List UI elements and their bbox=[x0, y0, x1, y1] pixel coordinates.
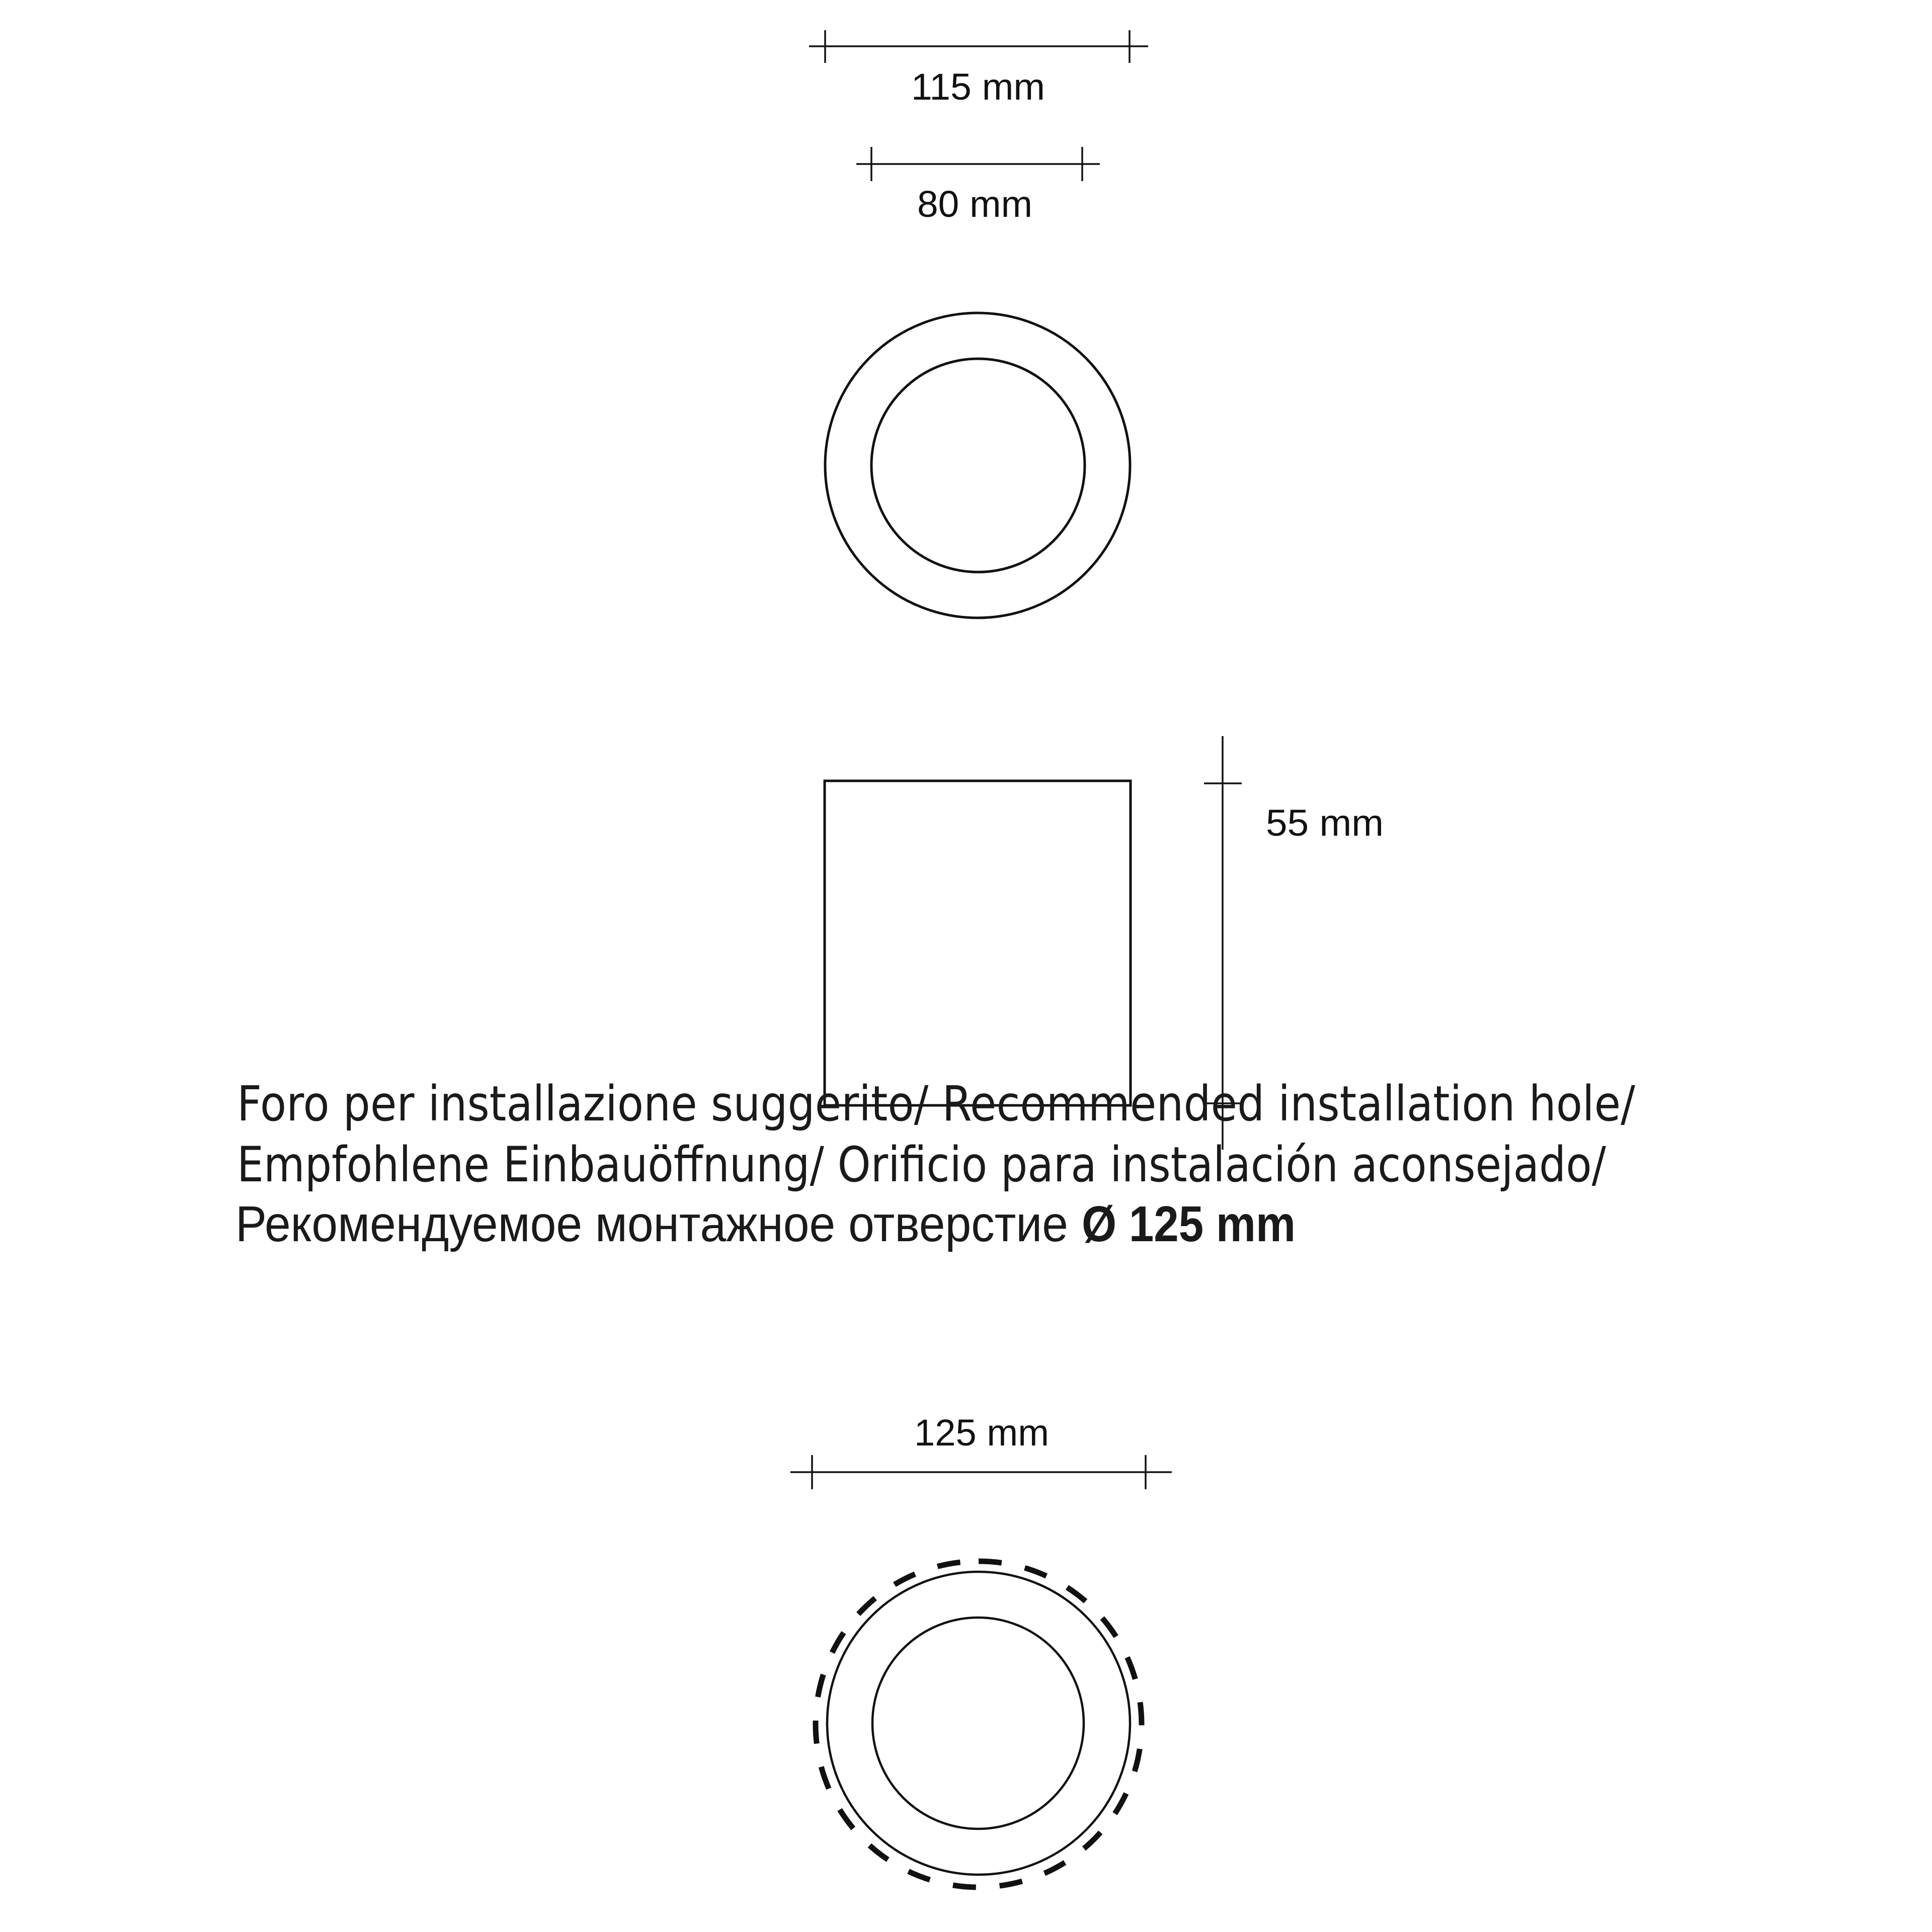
side-profile-rect bbox=[825, 781, 1131, 1105]
note-hole-diameter: Ø 125 mm bbox=[1082, 1196, 1296, 1252]
note-line-3-russian: Рекомендуемое монтажное отверстие bbox=[235, 1196, 1068, 1252]
dimension-label-125: 125 mm bbox=[914, 1412, 1049, 1454]
dimension-label-115: 115 mm bbox=[911, 66, 1045, 108]
dimension-80mm bbox=[856, 147, 1100, 225]
installation-note bbox=[235, 1076, 1636, 1252]
side-view-fixture bbox=[825, 781, 1131, 1105]
cutout-view bbox=[816, 1561, 1142, 1887]
note-line-1: Foro per installazione suggerito/ Recommended installation hole/ bbox=[237, 1076, 1636, 1132]
installation-hole-dashed-circle bbox=[816, 1561, 1142, 1887]
note-line-2: Empfohlene Einbauöffnung/ Orificio para instalación aconsejado/ bbox=[237, 1137, 1606, 1193]
dimension-115mm bbox=[809, 30, 1148, 108]
dimension-label-80: 80 mm bbox=[917, 183, 1032, 225]
inner-light-circle bbox=[872, 1618, 1084, 1829]
top-view-fixture bbox=[825, 313, 1130, 618]
dimension-label-55: 55 mm bbox=[1266, 802, 1384, 844]
dimension-125mm bbox=[790, 1412, 1172, 1489]
inner-light-circle bbox=[871, 359, 1085, 572]
